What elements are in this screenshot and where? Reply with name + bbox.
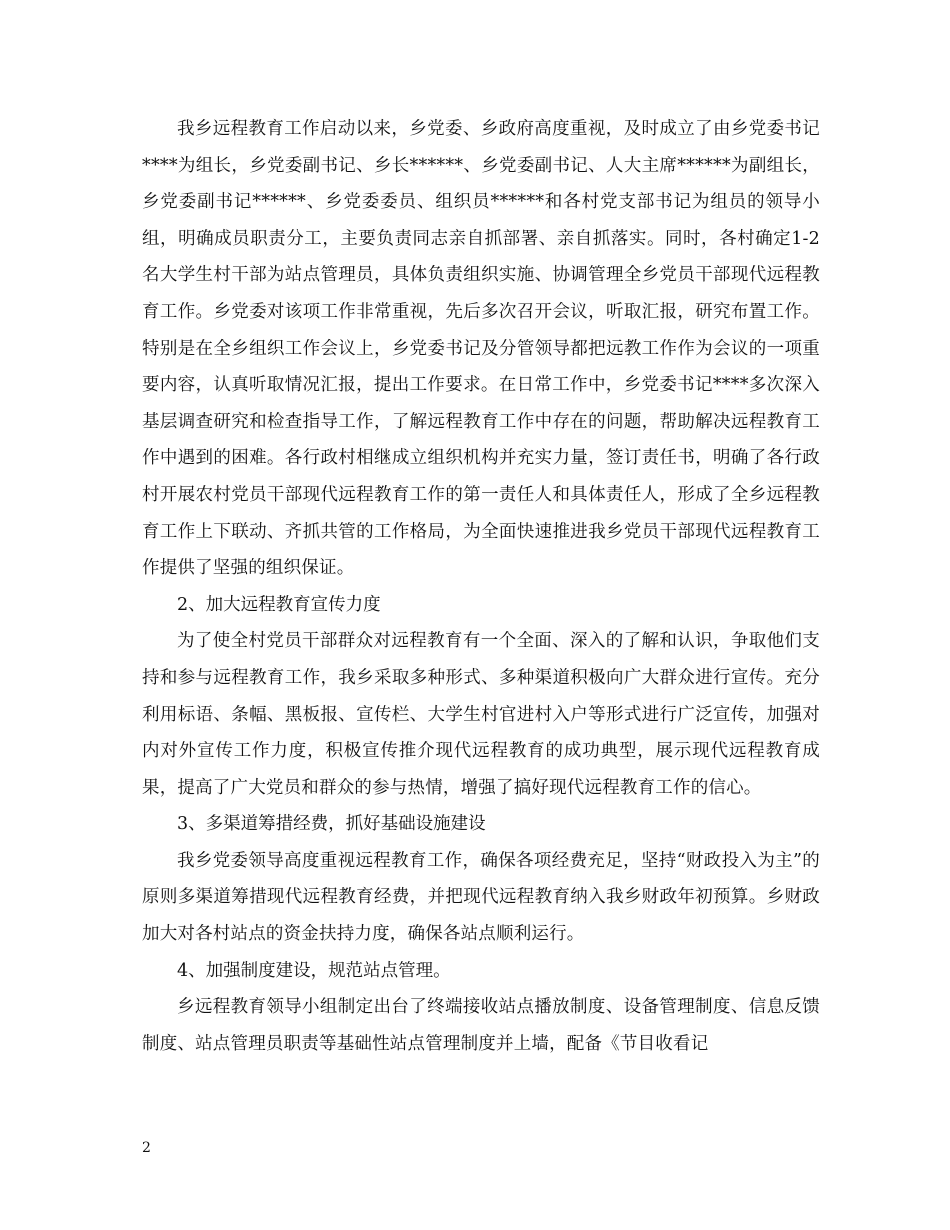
page-number: 2 — [142, 1140, 151, 1156]
paragraph-publicity: 为了使全村党员干部群众对远程教育有一个全面、深入的了解和认识，争取他们支持和参与远程教育工作，我乡采取多种形式、多种渠道积极向广大群众进行宣传。充分利用标语、条幅、黑板报、宣传栏、大学生村官进村入户等形式进行广泛宣传，加强对内对外宣传工作力度，积极宣传推介现代远程教育的成功典型，展示现代远程教育成果，提高了广大党员和群众的参与热情，增强了搞好现代远程教育工作的信心。 — [142, 631, 820, 798]
paragraph-organization: 我乡远程教育工作启动以来，乡党委、乡政府高度重视，及时成立了由乡党委书记****为组长，乡党委副书记、乡长******、乡党委副书记、人大主席******为副组长，乡党委副书记******、乡党委委员、组织员******和各村党支部书记为组员的领导小组，明确成员职责分工，主要负责同志亲自抓部署、亲自抓落实。同时，各村确定1-2名大学生村干部为站点管理员，具体负责组织实施、协调管理全乡党员干部现代远程教育工作。乡党委对该项工作非常重视，先后多次召开会议，听取汇报，研究布置工作。特别是在全乡组织工作会议上，乡党委书记及分管领导都把远教工作作为会议的一项重要内容，认真听取情况汇报，提出工作要求。在日常工作中，乡党委书记****多次深入基层调查研究和检查指导工作，了解远程教育工作中存在的问题，帮助解决远程教育工作中遇到的困难。各行政村相继成立组织机构并充实力量，签订责任书，明确了各行政村开展农村党员干部现代远程教育工作的第一责任人和具体责任人，形成了全乡远程教育工作上下联动、齐抓共管的工作格局，为全面快速推进我乡党员干部现代远程教育工作提供了坚强的组织保证。 — [142, 119, 820, 579]
paragraph-funding: 我乡党委领导高度重视远程教育工作，确保各项经费充足，坚持“财政投入为主”的原则多渠道筹措现代远程教育经费，并把现代远程教育纳入我乡财政年初预算。乡财政加大对各村站点的资金扶持力度，确保各站点顺利运行。 — [142, 850, 820, 945]
section-heading-2: 2、加大远程教育宣传力度 — [177, 594, 381, 615]
section-heading-3: 3、多渠道筹措经费，抓好基础设施建设 — [177, 814, 486, 835]
document-body — [142, 111, 820, 1062]
section-heading-4: 4、加强制度建设，规范站点管理。 — [177, 960, 451, 981]
paragraph-system-building: 乡远程教育领导小组制定出台了终端接收站点播放制度、设备管理制度、信息反馈制度、站点管理员职责等基础性站点管理制度并上墙，配备《节目收看记 — [142, 997, 820, 1054]
